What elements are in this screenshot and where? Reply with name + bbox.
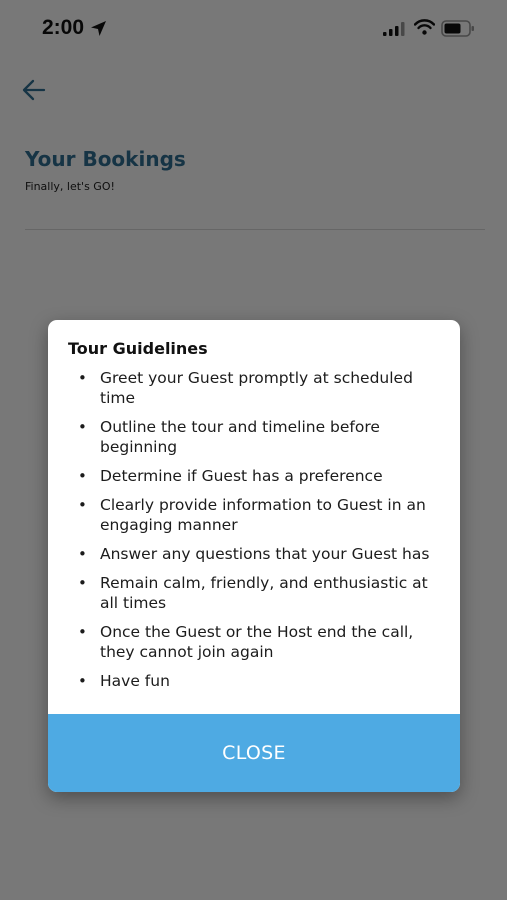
guideline-text: Greet your Guest promptly at scheduled time [100, 369, 413, 407]
guideline-text: Determine if Guest has a preference [100, 467, 383, 485]
guideline-text: Remain calm, friendly, and enthusiastic at all times [100, 574, 428, 612]
guideline-item [48, 495, 460, 535]
bullet-icon: • [78, 467, 87, 485]
guideline-item [48, 671, 460, 691]
guideline-item [48, 573, 460, 613]
guideline-item [48, 466, 460, 486]
bullet-icon: • [78, 369, 87, 387]
bullet-icon: • [78, 623, 87, 641]
guideline-item [48, 417, 460, 457]
guideline-item [48, 622, 460, 662]
guideline-item [48, 368, 460, 408]
tour-guidelines-modal [48, 320, 460, 792]
guideline-text: Outline the tour and timeline before beginning [100, 418, 380, 456]
guideline-item [48, 544, 460, 564]
bullet-icon: • [78, 418, 87, 436]
bullet-icon: • [78, 672, 87, 690]
guideline-text: Answer any questions that your Guest has [100, 545, 430, 563]
guidelines-list [48, 368, 460, 700]
bullet-icon: • [78, 574, 87, 592]
bullet-icon: • [78, 545, 87, 563]
guideline-text: Have fun [100, 672, 170, 690]
guideline-text: Once the Guest or the Host end the call, they cannot join again [100, 623, 414, 661]
guideline-text: Clearly provide information to Guest in an engaging manner [100, 496, 426, 534]
bullet-icon: • [78, 496, 87, 514]
close-button[interactable]: CLOSE [48, 714, 460, 792]
modal-title: Tour Guidelines [68, 339, 208, 358]
